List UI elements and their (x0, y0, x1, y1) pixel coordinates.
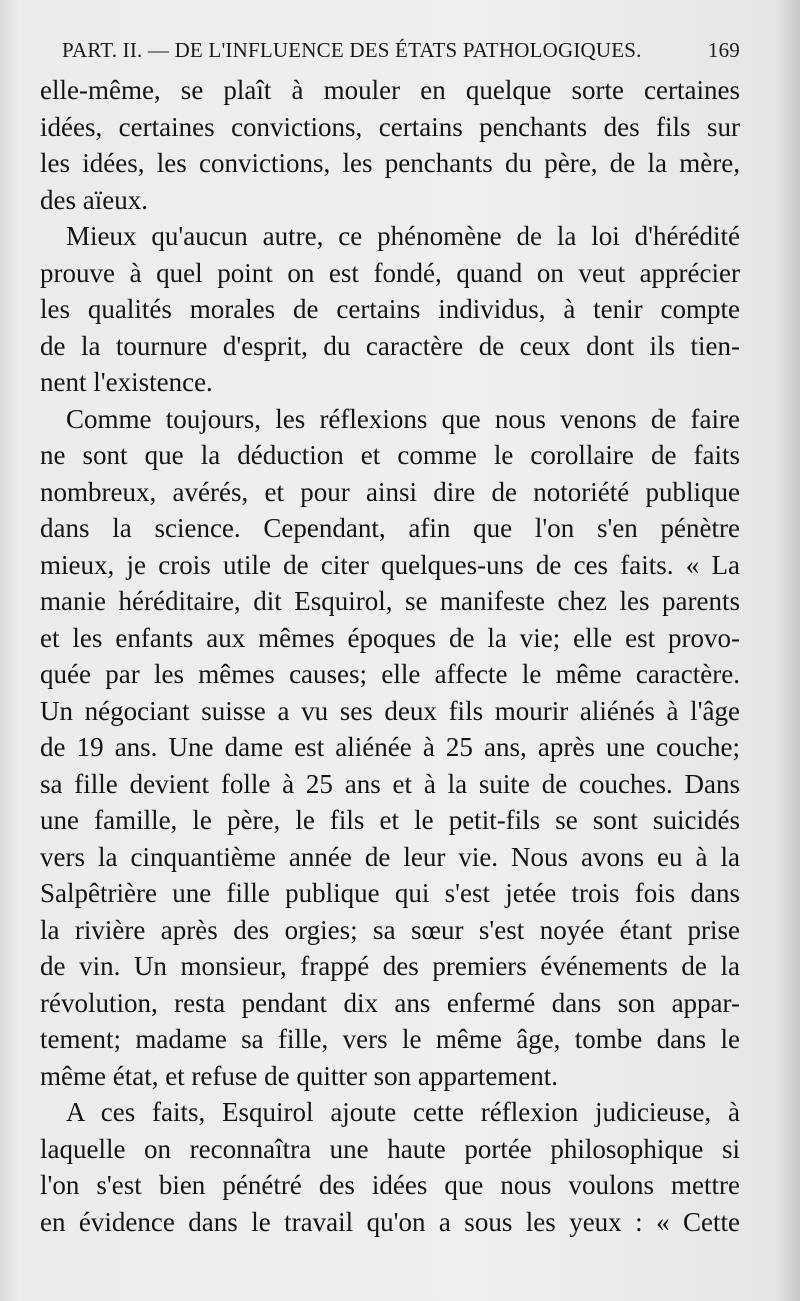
text-line: sa fille devient folle à 25 ans et à la suite de couches. Dans (40, 768, 740, 799)
text-line: manie héréditaire, dit Esquirol, se manifeste chez les parents (40, 586, 740, 616)
text-line: dans la science. Cependant, afin que l'on s'en pénètre (40, 513, 740, 543)
text-line: une famille, le père, le fils et le petit-fils se sont suicidés (40, 805, 740, 835)
text-line: révolution, resta pendant dix ans enfermé dans son appar- (40, 987, 740, 1018)
paragraph (40, 218, 740, 401)
text-line: Salpêtrière une fille publique qui s'est jetée trois fois dans (40, 878, 740, 908)
text-line: Comme toujours, les réflexions que nous venons de faire (66, 403, 740, 434)
page-number: 169 (707, 38, 740, 62)
text-line: nombreux, avérés, et pour ainsi dire de notoriété publique (40, 476, 740, 507)
text-line: mieux, je crois utile de citer quelques-uns de ces faits. « La (40, 549, 740, 580)
running-title: PART. II. — DE L'INFLUENCE DES ÉTATS PATHOLOGIQUES. (62, 38, 642, 62)
text-line: nent l'existence. (40, 367, 213, 397)
text-line: Un négociant suisse a vu ses deux fils mourir aliénés à l'âge (40, 695, 740, 726)
text-line: vers la cinquantième année de leur vie. Nous avons eu à la (40, 841, 740, 872)
page-edge-shadow (774, 0, 800, 1301)
text-line: l'on s'est bien pénétré des idées que nous voulons mettre (40, 1170, 740, 1200)
text-line: A ces faits, Esquirol ajoute cette réflexion judicieuse, à (66, 1097, 740, 1127)
body-text (40, 72, 740, 1240)
text-line: les idées, les convictions, les penchants du père, de la mère, (40, 148, 740, 178)
text-line: des aïeux. (40, 184, 148, 215)
text-line: prouve à quel point on est fondé, quand on veut apprécier (40, 257, 740, 288)
text-line: elle-même, se plaît à mouler en quelque sorte certaines (40, 75, 740, 105)
paragraph (40, 72, 740, 218)
text-line: idées, certaines convictions, certains penchants des fils sur (40, 111, 740, 142)
paragraph (40, 401, 740, 1095)
text-line: Mieux qu'aucun autre, ce phénomène de la loi d'hérédité (66, 221, 740, 251)
text-line: même état, et refuse de quitter son appartement. (40, 1060, 559, 1091)
text-line: la rivière après des orgies; sa sœur s'est noyée étant prise (40, 914, 740, 945)
text-line: quée par les mêmes causes; elle affecte le même caractère. (40, 659, 740, 689)
text-line: laquelle on reconnaîtra une haute portée philosophique si (40, 1133, 740, 1164)
text-line: en évidence dans le travail qu'on a sous les yeux : « Cette (40, 1206, 740, 1237)
text-line: tement; madame sa fille, vers le même âge, tombe dans le (40, 1024, 740, 1054)
text-line: de 19 ans. Une dame est aliénée à 25 ans, après une couche; (40, 732, 740, 762)
running-head (62, 38, 740, 63)
text-line: de la tournure d'esprit, du caractère de ceux dont ils tien- (40, 330, 740, 361)
text-line: de vin. Un monsieur, frappé des premiers événements de la (40, 951, 740, 981)
paragraph (40, 1094, 740, 1240)
text-line: et les enfants aux mêmes époques de la vie; elle est provo- (40, 622, 740, 653)
text-line: ne sont que la déduction et comme le corollaire de faits (40, 440, 740, 470)
text-line: les qualités morales de certains individus, à tenir compte (40, 294, 740, 324)
